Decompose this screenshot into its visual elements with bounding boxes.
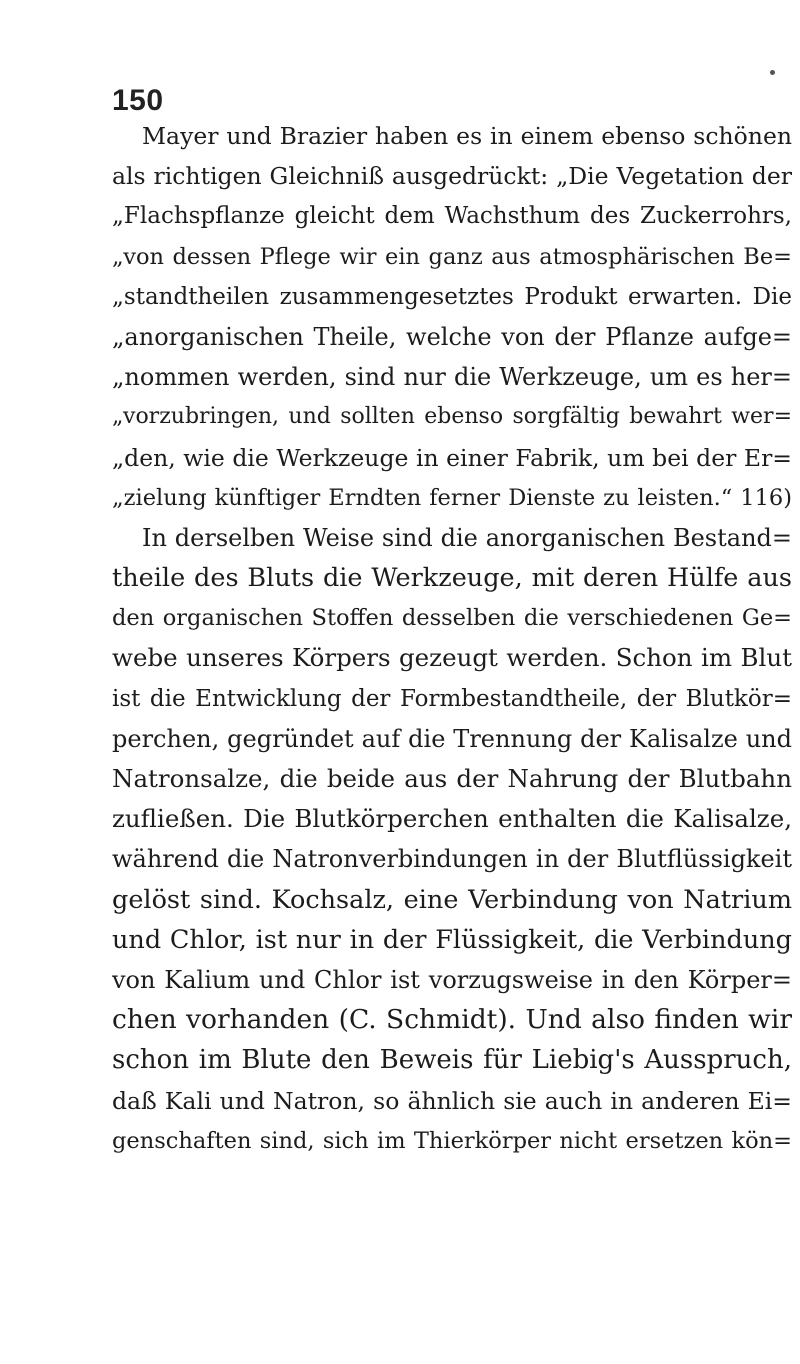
text-line: schon im Blute den Beweis für Liebig's Ausspruch, [112, 1045, 792, 1076]
speck-mark [770, 70, 775, 75]
text-line: den organischen Stoffen desselben die verschiedenen Ge= [112, 605, 792, 632]
text-line: webe unseres Körpers gezeugt werden. Schon im Blut [112, 643, 792, 673]
text-line: „vorzubringen, und sollten ebenso sorgfältig bewahrt wer= [112, 404, 792, 430]
text-line: und Chlor, ist nur in der Flüssigkeit, die Verbindung [112, 924, 792, 955]
text-line: zufließen. Die Blutkörperchen enthalten die Kalisalze, [112, 804, 792, 834]
text-line: „standtheilen zusammengesetztes Produkt erwarten. Die [112, 283, 792, 310]
text-line: Natronsalze, die beide aus der Nahrung der Blutbahn [112, 764, 792, 793]
text-line: „anorganischen Theile, welche von der Pflanze aufge= [112, 322, 792, 351]
text-line: von Kalium und Chlor ist vorzugsweise in den Körper= [112, 965, 792, 994]
text-line: „von dessen Pflege wir ein ganz aus atmosphärischen Be= [112, 243, 792, 270]
text-line: während die Natronverbindungen in der Blutflüssigkeit [112, 845, 792, 874]
text-line: daß Kali und Natron, so ähnlich sie auch in anderen Ei= [112, 1086, 792, 1115]
text-line: genschaften sind, sich im Thierkörper nicht ersetzen kön= [112, 1127, 792, 1154]
text-line: chen vorhanden (C. Schmidt). Und also finden wir [112, 1004, 792, 1036]
text-line: perchen, gegründet auf die Trennung der Kalisalze und [112, 724, 792, 753]
text-line: Mayer und Brazier haben es in einem ebenso schönen [142, 122, 792, 150]
text-line: „nommen werden, sind nur die Werkzeuge, um es her= [112, 363, 792, 392]
text-line: „Flachspflanze gleicht dem Wachsthum des Zuckerrohrs, [112, 203, 792, 230]
text-line: „zielung künftiger Erndten ferner Dienste zu leisten.“ 116) [112, 484, 792, 511]
page-number: 150 [112, 84, 164, 117]
text-line: theile des Bluts die Werkzeuge, mit deren Hülfe aus [112, 563, 792, 594]
body-text [112, 116, 792, 1161]
text-line: „den, wie die Werkzeuge in einer Fabrik, um bei der Er= [112, 443, 792, 472]
text-line: gelöst sind. Kochsalz, eine Verbindung von Natrium [112, 884, 792, 915]
text-line: als richtigen Gleichniß ausgedrückt: „Die Vegetation der [112, 162, 792, 191]
text-line: In derselben Weise sind die anorganischen Bestand= [142, 523, 792, 552]
text-line: ist die Entwicklung der Formbestandtheile, der Blutkör= [112, 685, 792, 712]
